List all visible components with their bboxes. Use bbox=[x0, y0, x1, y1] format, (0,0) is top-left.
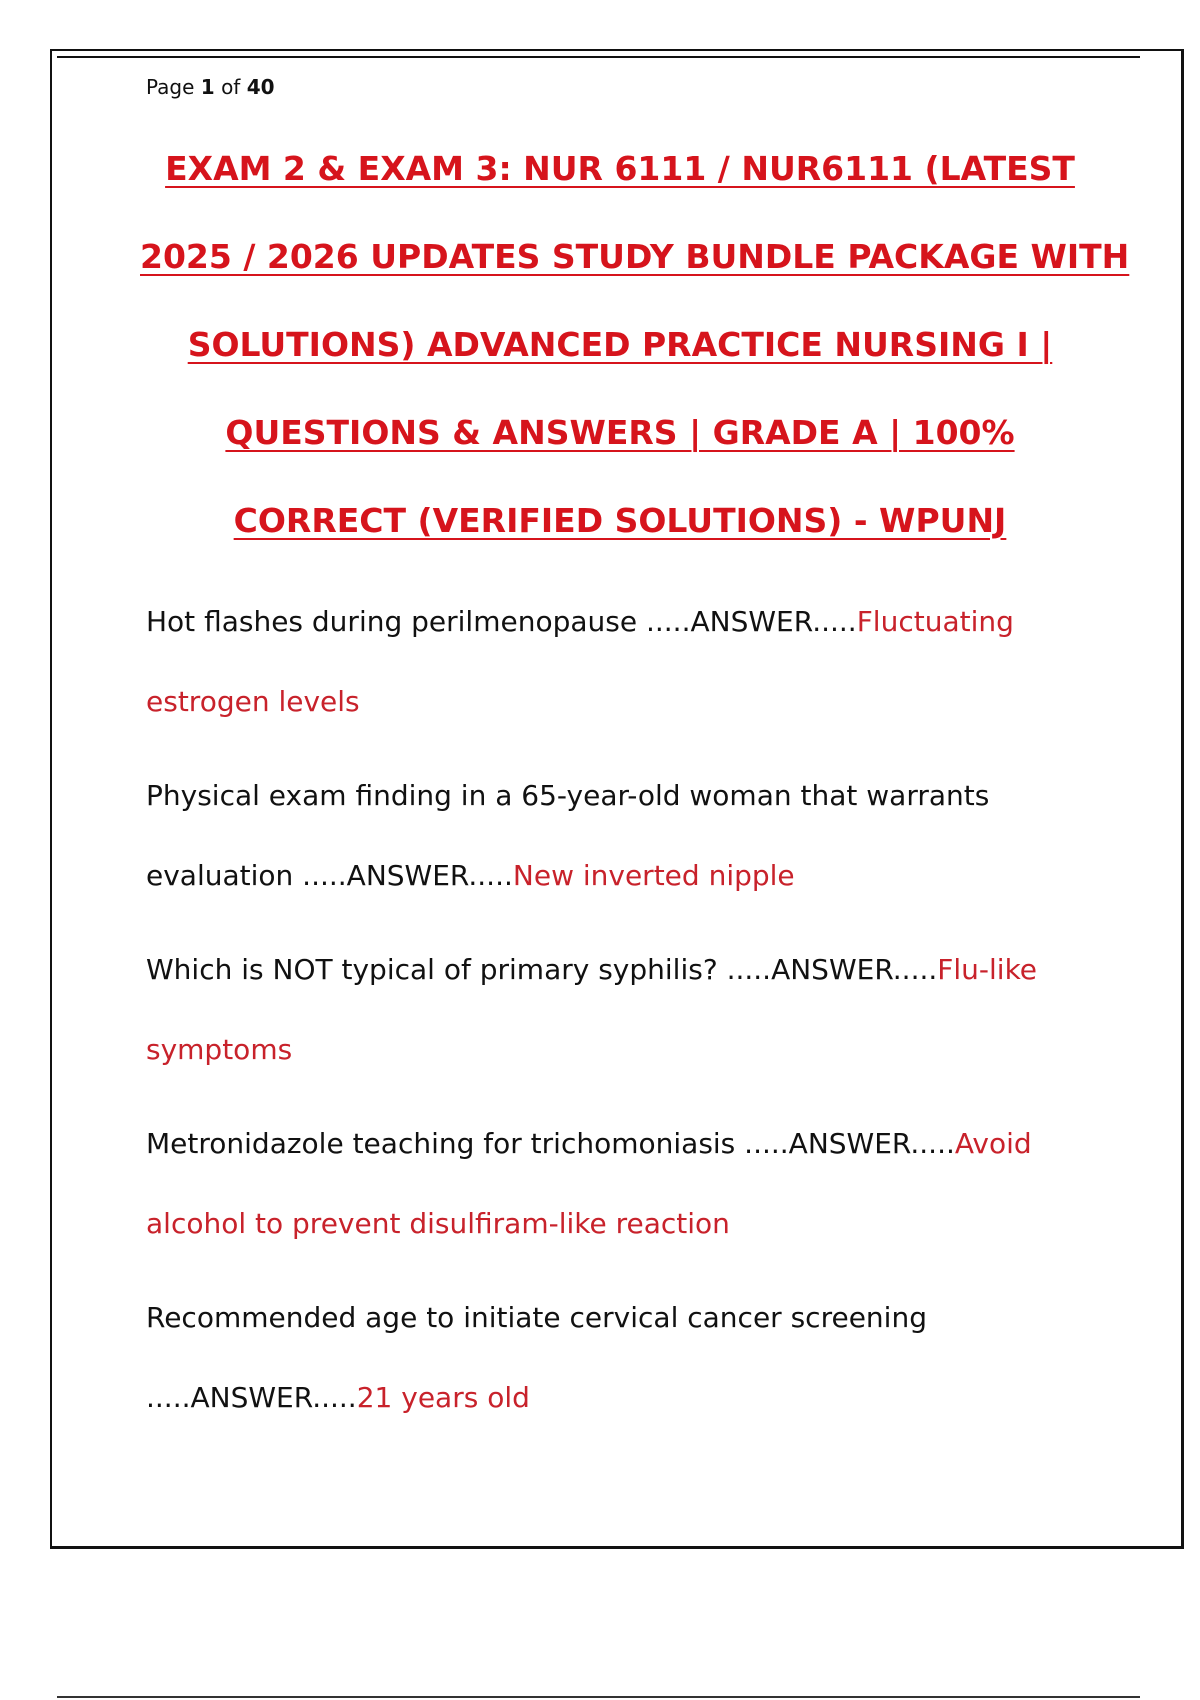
answer-text: alcohol to prevent disulfiram-like reaction bbox=[146, 1207, 730, 1240]
page-number bbox=[146, 75, 275, 99]
answer-text: Fluctuating bbox=[856, 605, 1014, 638]
qa-line bbox=[146, 590, 1106, 670]
title-line-text: QUESTIONS & ANSWERS | GRADE A | 100% bbox=[225, 413, 1015, 452]
qa-line bbox=[146, 1018, 1106, 1098]
question-text: .....ANSWER..... bbox=[146, 1381, 357, 1414]
qa-line bbox=[146, 670, 1106, 750]
title-line bbox=[140, 399, 1100, 487]
qa-line bbox=[146, 844, 1106, 924]
title-line-text: 2025 / 2026 UPDATES STUDY BUNDLE PACKAGE WITH bbox=[140, 237, 1130, 276]
page-label-of: of bbox=[221, 75, 241, 99]
answer-text: Flu-like bbox=[937, 953, 1038, 986]
title-line-text: SOLUTIONS) ADVANCED PRACTICE NURSING I | bbox=[187, 325, 1053, 364]
answer-text: estrogen levels bbox=[146, 685, 360, 718]
question-text: evaluation .....ANSWER..... bbox=[146, 859, 513, 892]
qa-line bbox=[146, 764, 1106, 844]
qa-item bbox=[146, 590, 1106, 764]
qa-list bbox=[146, 590, 1106, 1460]
title-line bbox=[140, 223, 1130, 311]
bottom-rule bbox=[57, 1696, 1140, 1698]
question-text: Hot flashes during perilmenopause .....ANSWER..... bbox=[146, 605, 857, 638]
qa-item bbox=[146, 1286, 1106, 1460]
qa-line bbox=[146, 938, 1106, 1018]
answer-text: symptoms bbox=[146, 1033, 293, 1066]
answer-text: 21 years old bbox=[356, 1381, 530, 1414]
title-line bbox=[140, 487, 1100, 575]
page-label-prefix: Page bbox=[146, 75, 195, 99]
document-title bbox=[140, 135, 1130, 575]
qa-item bbox=[146, 764, 1106, 938]
qa-line bbox=[146, 1366, 1106, 1446]
qa-line bbox=[146, 1112, 1106, 1192]
question-text: Which is NOT typical of primary syphilis? .....ANSWER..... bbox=[146, 953, 938, 986]
qa-line bbox=[146, 1286, 1106, 1366]
qa-item bbox=[146, 938, 1106, 1112]
title-line-text: CORRECT (VERIFIED SOLUTIONS) - WPUNJ bbox=[233, 501, 1007, 540]
title-line bbox=[140, 311, 1100, 399]
qa-line bbox=[146, 1192, 1106, 1272]
title-line-text: EXAM 2 & EXAM 3: NUR 6111 / NUR6111 (LATEST bbox=[165, 149, 1075, 188]
question-text: Physical exam finding in a 65-year-old woman that warrants bbox=[146, 779, 990, 812]
page-total: 40 bbox=[246, 75, 275, 99]
answer-text: New inverted nipple bbox=[512, 859, 795, 892]
qa-item bbox=[146, 1112, 1106, 1286]
title-line bbox=[140, 135, 1100, 223]
question-text: Metronidazole teaching for trichomoniasis .....ANSWER..... bbox=[146, 1127, 955, 1160]
question-text: Recommended age to initiate cervical cancer screening bbox=[146, 1301, 927, 1334]
answer-text: Avoid bbox=[954, 1127, 1032, 1160]
page-current: 1 bbox=[200, 75, 215, 99]
